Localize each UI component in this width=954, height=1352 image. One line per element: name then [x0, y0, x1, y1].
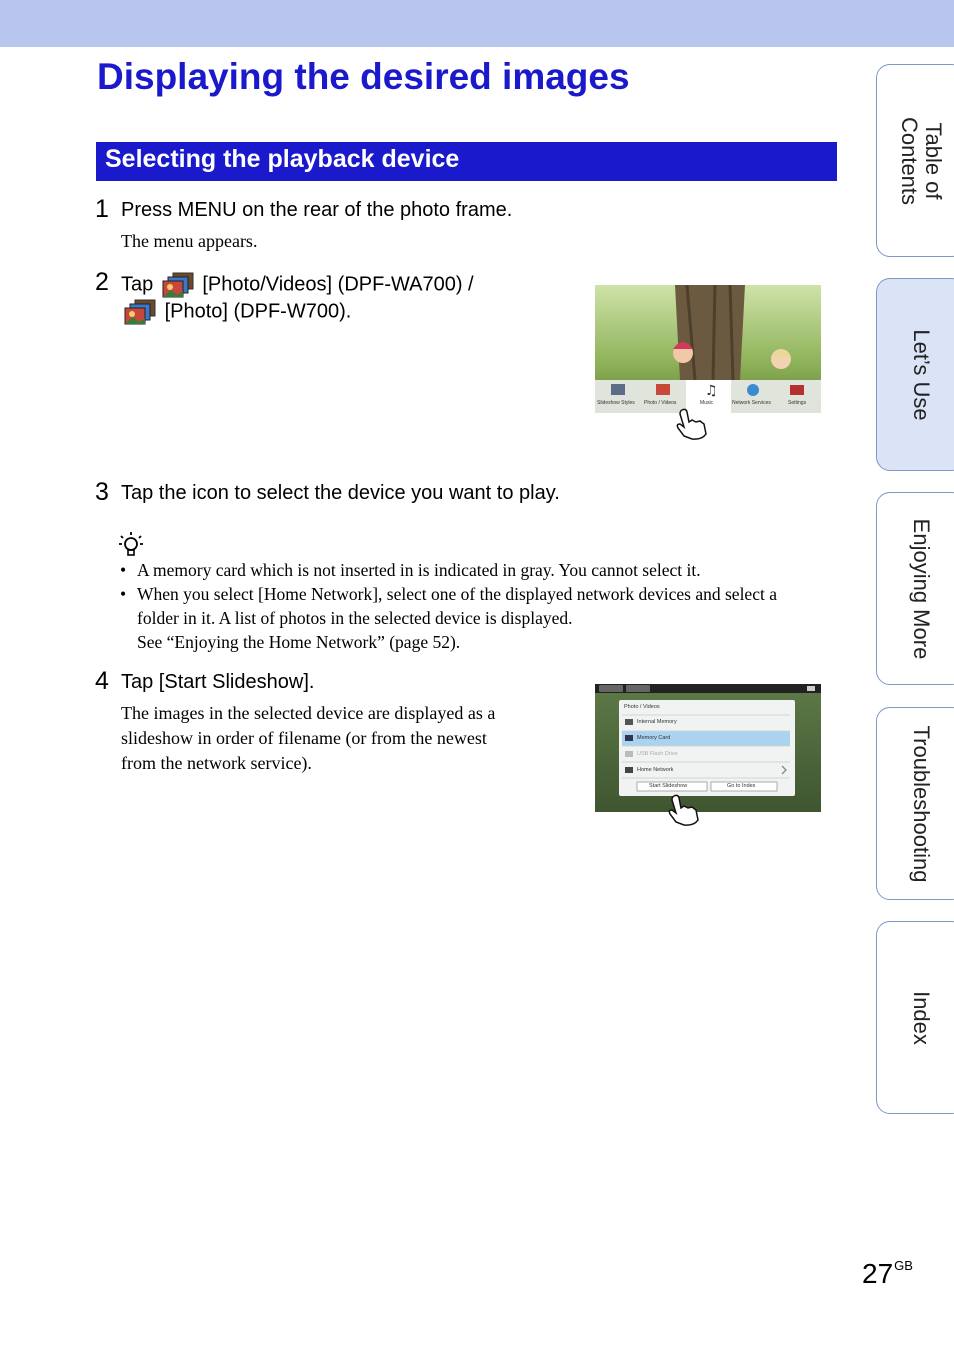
tab-lets-use-label: Let’s Use: [909, 328, 934, 421]
step-number-1: 1: [95, 195, 109, 223]
step-2-photo-text: [Photo] (DPF-W700).: [164, 300, 352, 323]
step-number-2: 2: [95, 268, 109, 296]
step-4-sub-line-2: slideshow in order of filename (or from the newest: [121, 728, 487, 748]
tap-hand-icon-2: [664, 794, 704, 826]
tab-enjoying-more[interactable]: [876, 492, 954, 685]
hint-item-1: • A memory card which is not inserted in is indicated in gray. You cannot select it.: [120, 558, 840, 582]
tab-table-of-contents-label-line-1: Table of: [921, 121, 946, 200]
device-home-network[interactable]: Home Network: [637, 767, 674, 773]
step-2-photo-videos-text: [Photo/Videos] (DPF-WA700) /: [202, 273, 474, 296]
hint-lightbulb-icon: [118, 531, 146, 559]
tab-troubleshooting[interactable]: [876, 707, 954, 900]
page-number-suffix: GB: [894, 1258, 913, 1273]
hint-item-2: [120, 582, 840, 654]
section-heading: Selecting the playback device: [105, 145, 460, 173]
device-usb-flash-drive[interactable]: USB Flash Drive: [637, 751, 678, 757]
page-title: Displaying the desired images: [97, 56, 630, 97]
menu-photo-videos[interactable]: Photo / Videos: [644, 400, 677, 406]
start-slideshow-button[interactable]: Start Slideshow: [649, 783, 688, 789]
menu-settings[interactable]: Settings: [788, 400, 807, 406]
svg-text:♫: ♫: [705, 383, 718, 399]
step-4-sub-line-1: The images in the selected device are displayed as a: [121, 703, 496, 723]
step-1-subtext: The menu appears.: [121, 231, 258, 251]
tab-table-of-contents-label-line-2: Contents: [897, 116, 922, 205]
menu-music[interactable]: Music: [700, 400, 714, 406]
tab-index-label: Index: [909, 990, 934, 1045]
photo-icon: [121, 298, 159, 326]
step-number-4: 4: [95, 667, 109, 695]
tab-table-of-contents[interactable]: [876, 64, 954, 257]
step-1-text: Press MENU on the rear of the photo frame.: [121, 199, 513, 221]
tab-lets-use[interactable]: [876, 278, 954, 471]
step-4-subtext: [121, 701, 495, 776]
tap-hand-icon-1: [672, 408, 712, 440]
page-number: [862, 1258, 913, 1290]
device-internal-memory[interactable]: Internal Memory: [637, 719, 677, 725]
tab-troubleshooting-label: Troubleshooting: [909, 725, 934, 882]
step-2-line-2: [121, 298, 351, 326]
page-number-value: 27: [862, 1258, 894, 1289]
section-heading-bar: [96, 142, 837, 181]
tab-table-of-contents-label: [897, 91, 945, 231]
step-number-3: 3: [95, 478, 109, 506]
top-band: [0, 0, 954, 47]
photo-videos-icon: [159, 271, 197, 299]
menu-screenshot: [595, 285, 821, 413]
step-3-text: Tap the icon to select the device you want to play.: [121, 482, 560, 504]
step-2-tap-word: Tap: [121, 273, 154, 296]
tab-enjoying-more-label: Enjoying More: [909, 518, 934, 659]
hint-item-2-line-3: See “Enjoying the Home Network” (page 52).: [137, 632, 461, 652]
dialog-title: Photo / Videos: [624, 704, 660, 710]
device-memory-card[interactable]: Memory Card: [637, 735, 671, 741]
device-select-screenshot: [595, 684, 821, 812]
go-to-index-button[interactable]: Go to Index: [727, 783, 756, 789]
step-2-line-1: [121, 271, 474, 299]
menu-network-services[interactable]: Network Services: [732, 400, 771, 406]
menu-slideshow-styles[interactable]: Slideshow Styles: [597, 400, 635, 406]
hint-item-2-line-1: When you select [Home Network], select one of the displayed network devices and select a: [137, 584, 777, 604]
step-4-text: Tap [Start Slideshow].: [121, 671, 315, 693]
hint-item-2-line-2: folder in it. A list of photos in the selected device is displayed.: [137, 608, 573, 628]
tab-index[interactable]: [876, 921, 954, 1114]
step-4-sub-line-3: from the network service).: [121, 753, 312, 773]
hint-list: [120, 558, 840, 654]
